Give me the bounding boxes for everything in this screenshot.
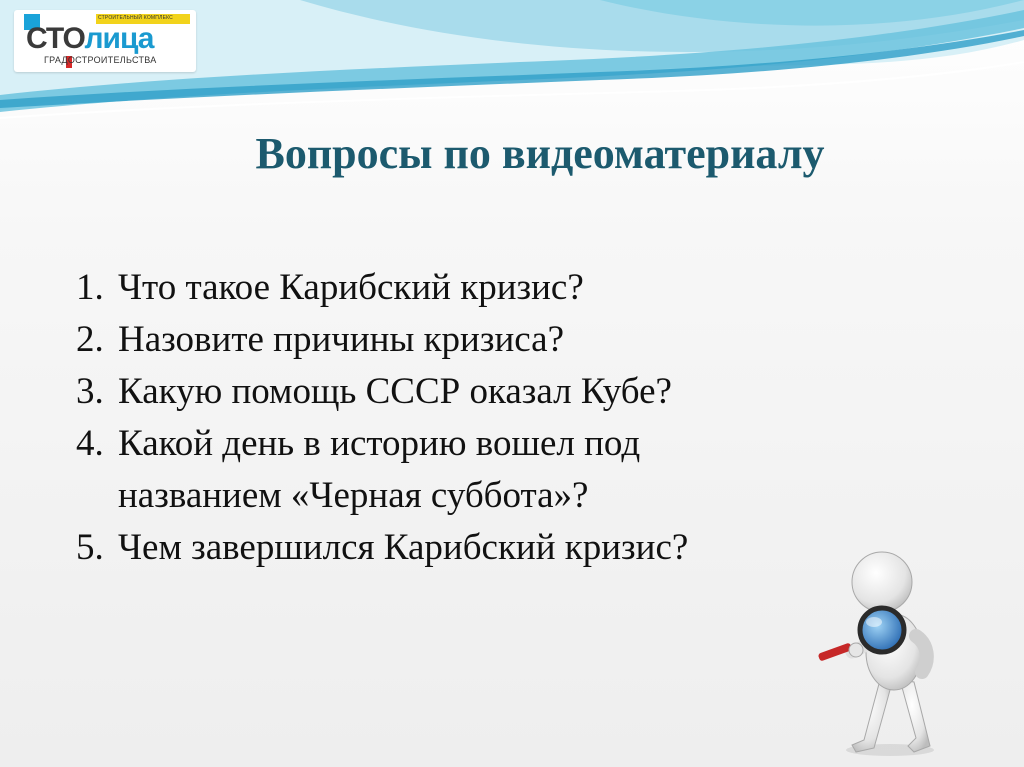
company-logo xyxy=(14,10,196,72)
list-item xyxy=(76,262,876,314)
logo-subtitle: ГРАДОСТРОИТЕЛЬСТВА xyxy=(44,55,157,65)
list-item-number: 1. xyxy=(76,267,104,308)
list-item-number: 3. xyxy=(76,371,104,412)
slide-title: Вопросы по видеоматериалу xyxy=(255,129,825,178)
list-item-number: 2. xyxy=(76,319,104,360)
list-item-text: Чем завершился Карибский кризис? xyxy=(118,527,689,568)
list-item-text-line2: названием «Черная суббота»? xyxy=(118,475,589,516)
list-item xyxy=(76,522,876,574)
logo-brand xyxy=(26,22,153,56)
logo-tagline: СТРОИТЕЛЬНЫЙ КОМПЛЕКС xyxy=(98,15,173,21)
list-item-text: Назовите причины кризиса? xyxy=(118,319,564,360)
list-item-number: 4. xyxy=(76,423,104,464)
person-with-magnifier-icon xyxy=(812,540,952,760)
list-item xyxy=(76,314,876,366)
questions-list xyxy=(76,262,876,574)
list-item-number: 5. xyxy=(76,527,104,568)
list-item xyxy=(76,418,876,522)
logo-brand-part2: лица xyxy=(84,22,154,55)
list-item xyxy=(76,366,876,418)
list-item-text: Какую помощь СССР оказал Кубе? xyxy=(118,371,672,412)
list-item-text: Что такое Карибский кризис? xyxy=(118,267,584,308)
logo-brand-part1: СТО xyxy=(26,22,85,55)
list-item-text-line1: Какой день в историю вошел под xyxy=(118,423,641,464)
